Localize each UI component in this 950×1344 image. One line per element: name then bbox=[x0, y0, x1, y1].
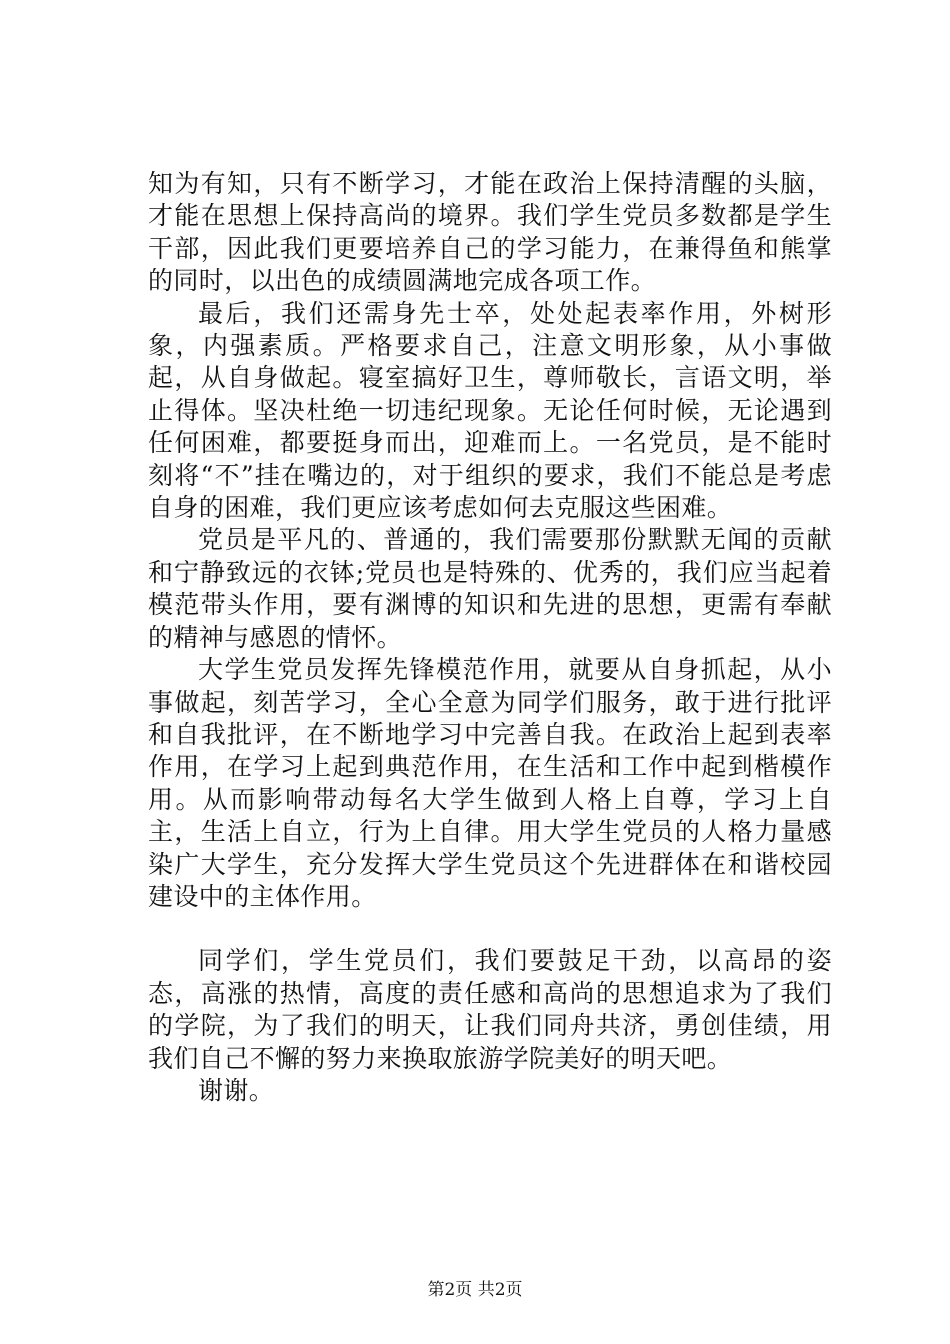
document-body bbox=[148, 168, 832, 1107]
paragraph-4: 大学生党员发挥先锋模范作用，就要从自身抓起，从小事做起，刻苦学习，全心全意为同学们服务，敢于进行批评和自我批评，在不断地学习中完善自我。在政治上起到表率作用，在学习上起到典范作用，在生活和工作中起到楷模作用。从而影响带动每名大学生做到人格上自尊，学习上自主，生活上自立，行为上自律。用大学生党员的人格力量感染广大学生，充分发挥大学生党员这个先进群体在和谐校园建设中的主体作用。 bbox=[148, 655, 832, 911]
paragraph-2: 最后，我们还需身先士卒，处处起表率作用，外树形象，内强素质。严格要求自己，注意文明形象，从小事做起，从自身做起。寝室搞好卫生，尊师敬长，言语文明，举止得体。坚决杜绝一切违纪现象。无论任何时候，无论遇到任何困难，都要挺身而出，迎难而上。一名党员，是不能时刻将“不”挂在嘴边的，对于组织的要求，我们不能总是考虑自身的困难，我们更应该考虑如何去克服这些困难。 bbox=[148, 298, 832, 523]
paragraph-3: 党员是平凡的、普通的，我们需要那份默默无闻的贡献和宁静致远的衣钵;党员也是特殊的、优秀的，我们应当起着模范带头作用，要有渊博的知识和先进的思想，更需有奉献的精神与感恩的情怀。 bbox=[148, 525, 832, 652]
page-number-footer: 第2页 共2页 bbox=[427, 1280, 523, 1300]
paragraph-gap bbox=[148, 913, 832, 945]
paragraph-6: 谢谢。 bbox=[198, 1075, 275, 1105]
paragraph-1: 知为有知，只有不断学习，才能在政治上保持清醒的头脑，才能在思想上保持高尚的境界。我们学生党员多数都是学生干部，因此我们更要培养自己的学习能力，在兼得鱼和熊掌的同时，以出色的成绩圆满地完成各项工作。 bbox=[148, 169, 832, 296]
paragraph-5: 同学们，学生党员们，我们要鼓足干劲，以高昂的姿态，高涨的热情，高度的责任感和高尚的思想追求为了我们的学院，为了我们的明天，让我们同舟共济，勇创佳绩，用我们自己不懈的努力来换取旅游学院美好的明天吧。 bbox=[148, 946, 832, 1073]
